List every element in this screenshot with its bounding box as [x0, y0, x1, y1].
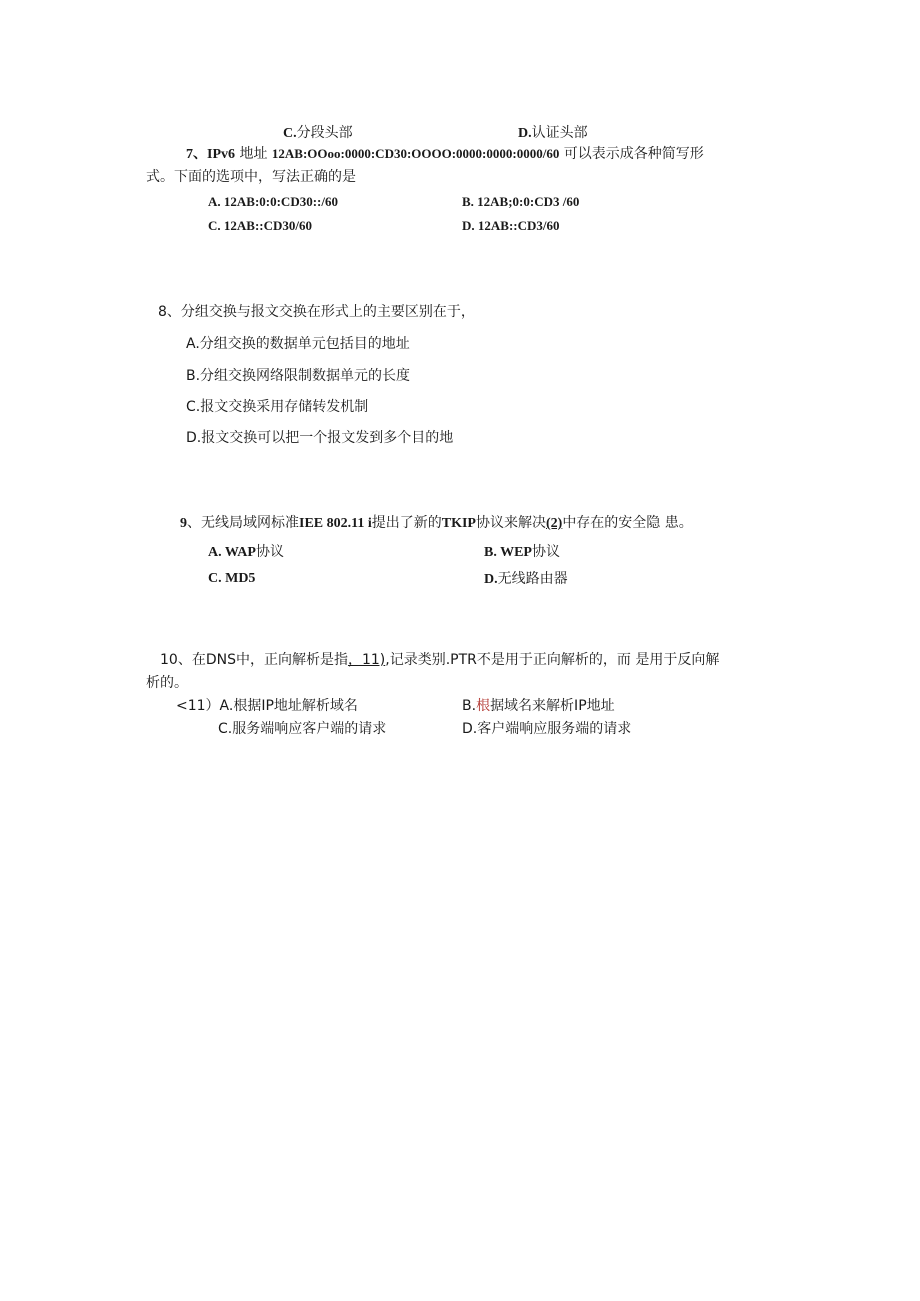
q8-option-c: C.报文交换采用存储转发机制	[186, 399, 369, 415]
q10-b-red-char: 根	[476, 698, 491, 714]
q9-text-d: 中存在的安全隐 患。	[562, 515, 693, 531]
q8-stem: 8、分组交换与报文交换在形式上的主要区别在于，	[158, 304, 475, 320]
q9-option-a	[208, 543, 284, 562]
q10-text-b: ,记录类别.PTR不是用于正向解析的，而 是用于反向解	[385, 652, 720, 668]
q9-standard: IEE 802.11 i	[299, 516, 372, 531]
q9-text-c: 协议来解决	[475, 515, 546, 531]
q6-c-prefix: C.	[283, 126, 297, 141]
q9-b-suffix: 协议	[531, 544, 560, 560]
q9-d-prefix: D.	[484, 572, 498, 587]
q9-blank: (2)	[545, 516, 563, 531]
q6-d-text: 认证头部	[531, 125, 588, 141]
q7-option-b: B. 12AB;0:0:CD3 /60	[462, 194, 580, 209]
q7-number: 7、	[186, 147, 207, 162]
q7-option-a: A. 12AB:0:0:CD30::/60	[208, 194, 338, 209]
q10-text-a: 10、在DNS中，正向解析是指	[160, 652, 348, 668]
q9-number: 9	[180, 516, 187, 531]
q8-option-b: B.分组交换网络限制数据单元的长度	[186, 368, 411, 384]
q7-stem-line2: 式。下面的选项中，写法正确的是	[146, 169, 356, 185]
q7-ipv6-label: IPv6	[207, 147, 235, 162]
q6-option-c	[283, 124, 353, 143]
q8-option-d: D.报文交换可以把一个报文发到多个目的地	[186, 430, 454, 446]
q10-stem-line2: 析的。	[146, 675, 188, 691]
q6-option-d	[518, 124, 588, 143]
q9-option-b	[484, 543, 560, 562]
q10-b-prefix: B.	[462, 698, 477, 714]
q9-a-prefix: A. WAP	[208, 545, 256, 560]
q9-stem	[180, 514, 693, 533]
q9-text-a: 、无线局域网标准	[187, 515, 299, 531]
q7-stem-line1	[186, 145, 704, 164]
q9-a-suffix: 协议	[255, 544, 284, 560]
q10-b-rest: 据域名来解析IP地址	[490, 698, 615, 714]
q7-address: 12AB:OOoo:0000:CD30:OOOO:0000:0000:0000/60	[271, 146, 560, 161]
q6-d-prefix: D.	[518, 126, 532, 141]
q7-text-b: 可以表示成各种简写形	[559, 146, 704, 162]
q10-option-d: D.客户端响应服务端的请求	[462, 721, 632, 737]
q9-option-d	[484, 570, 568, 589]
q7-option-c: C. 12AB::CD30/60	[208, 218, 312, 233]
q7-option-d: D. 12AB::CD3/60	[462, 218, 560, 233]
q9-option-c: C. MD5	[208, 571, 256, 586]
q10-stem-line1	[160, 651, 719, 669]
q9-b-prefix: B. WEP	[484, 545, 532, 560]
q7-text-a: 地址	[235, 146, 272, 162]
q10-option-c: C.服务端响应客户端的请求	[218, 721, 387, 737]
q9-text-b: 提出了新的	[371, 515, 442, 531]
q9-d-suffix: 无线路由器	[497, 571, 568, 587]
q10-option-b	[462, 697, 615, 715]
q9-tkip: TKIP	[441, 516, 476, 531]
q10-option-a: <11）A.根据IP地址解析域名	[176, 698, 358, 714]
q8-option-a: A.分组交换的数据单元包括目的地址	[186, 336, 410, 352]
q6-c-text: 分段头部	[296, 125, 353, 141]
q10-blank: ，11)	[347, 652, 386, 668]
